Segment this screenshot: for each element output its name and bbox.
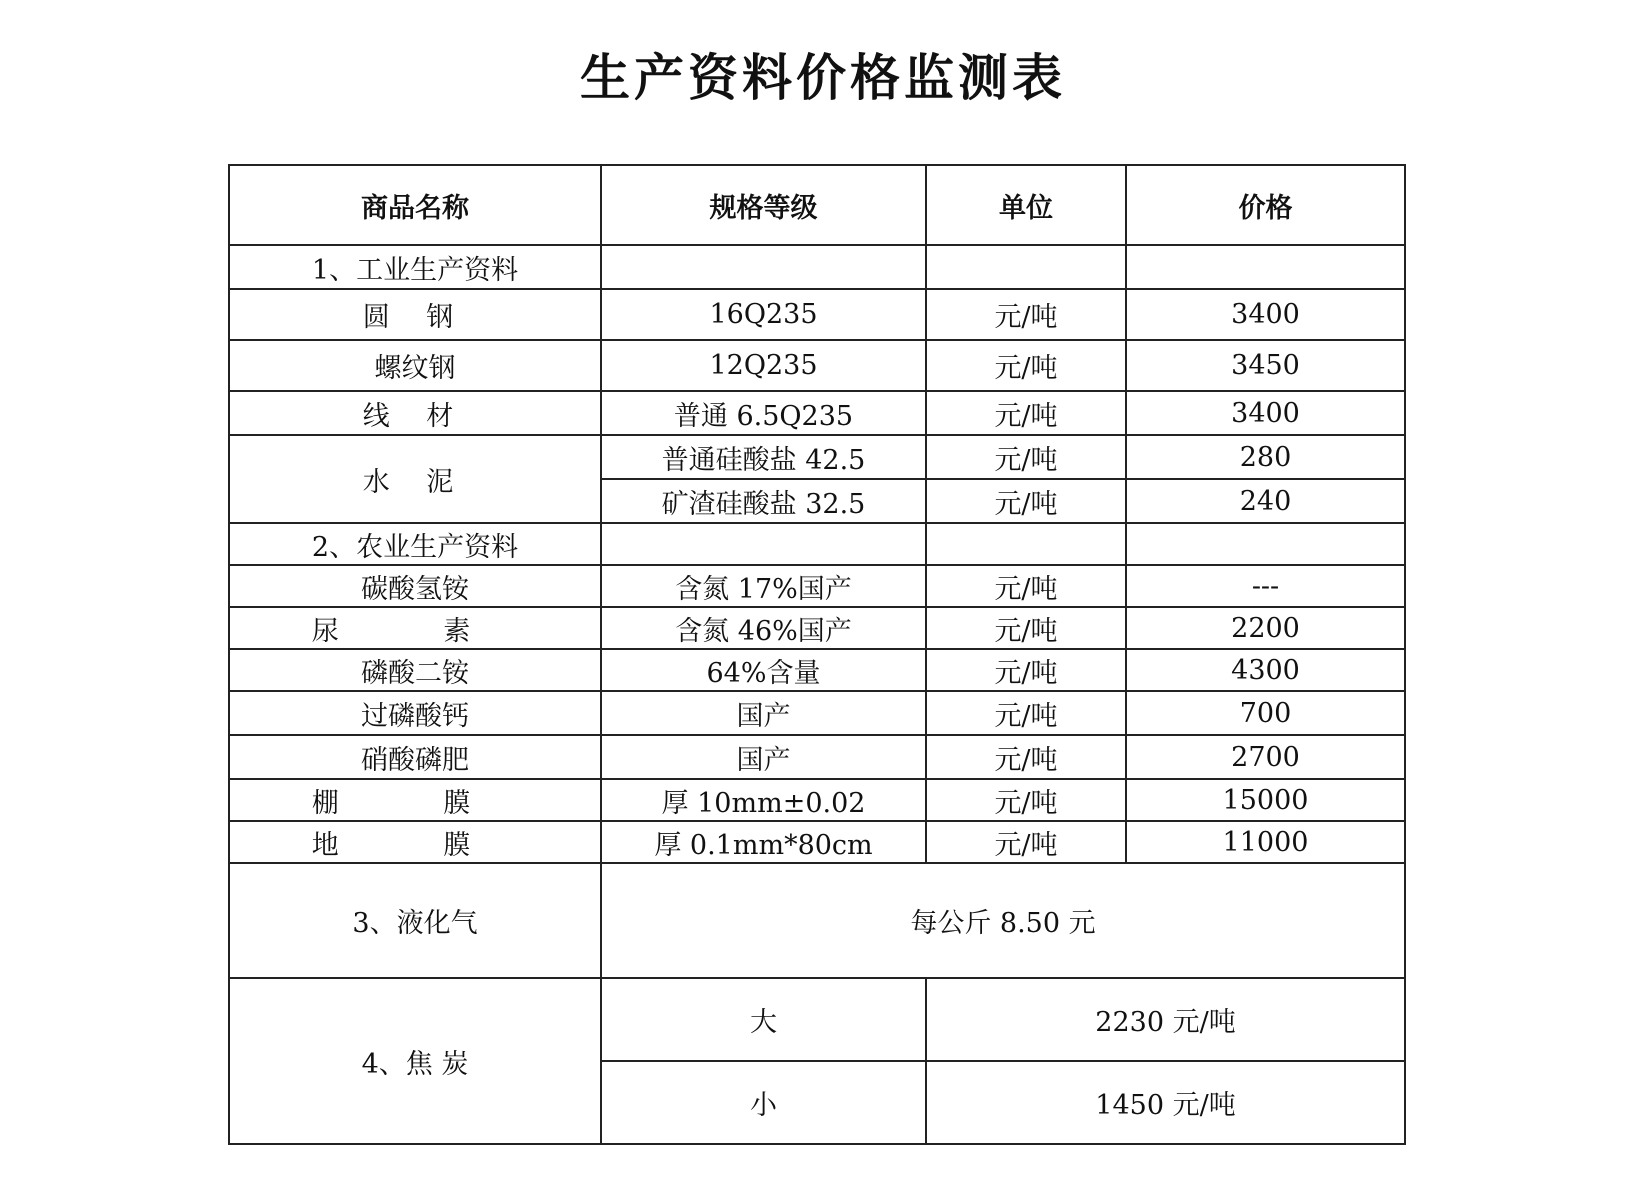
item-price: 280 bbox=[1126, 435, 1405, 479]
item-spec: 矿渣硅酸盐 32.5 bbox=[601, 479, 926, 523]
item-unit: 元/吨 bbox=[926, 479, 1126, 523]
item-spec: 含氮 17%国产 bbox=[601, 565, 926, 607]
table-row bbox=[229, 565, 1405, 607]
table-row bbox=[229, 340, 1405, 391]
item-name: 地 膜 bbox=[229, 821, 601, 863]
lpg-row bbox=[229, 863, 1405, 978]
item-unit: 元/吨 bbox=[926, 565, 1126, 607]
item-spec: 12Q235 bbox=[601, 340, 926, 391]
empty-cell bbox=[926, 245, 1126, 289]
item-price: 3400 bbox=[1126, 289, 1405, 340]
table-row bbox=[229, 735, 1405, 779]
coke-price: 2230 元/吨 bbox=[926, 978, 1405, 1061]
item-spec: 厚 0.1mm*80cm bbox=[601, 821, 926, 863]
item-price: 15000 bbox=[1126, 779, 1405, 821]
item-unit: 元/吨 bbox=[926, 735, 1126, 779]
item-unit: 元/吨 bbox=[926, 391, 1126, 435]
item-spec: 国产 bbox=[601, 691, 926, 735]
page-title: 生产资料价格监测表 bbox=[580, 49, 1066, 107]
section-row bbox=[229, 245, 1405, 289]
item-price: 2200 bbox=[1126, 607, 1405, 649]
table-row bbox=[229, 821, 1405, 863]
item-unit: 元/吨 bbox=[926, 779, 1126, 821]
item-spec: 普通硅酸盐 42.5 bbox=[601, 435, 926, 479]
item-spec: 含氮 46%国产 bbox=[601, 607, 926, 649]
item-price: 240 bbox=[1126, 479, 1405, 523]
lpg-price: 每公斤 8.50 元 bbox=[601, 863, 1405, 978]
table-row bbox=[229, 391, 1405, 435]
item-name-cement: 水 泥 bbox=[229, 435, 601, 523]
item-price: 700 bbox=[1126, 691, 1405, 735]
section-industrial: 1、工业生产资料 bbox=[229, 245, 601, 289]
item-unit: 元/吨 bbox=[926, 289, 1126, 340]
item-name: 磷酸二铵 bbox=[229, 649, 601, 691]
item-name: 螺纹钢 bbox=[229, 340, 601, 391]
item-price: 3450 bbox=[1126, 340, 1405, 391]
table-row bbox=[229, 289, 1405, 340]
header-price: 价格 bbox=[1126, 165, 1405, 245]
table-row bbox=[229, 435, 1405, 479]
empty-cell bbox=[601, 245, 926, 289]
item-spec: 厚 10mm±0.02 bbox=[601, 779, 926, 821]
item-price: 2700 bbox=[1126, 735, 1405, 779]
item-price: 11000 bbox=[1126, 821, 1405, 863]
item-unit: 元/吨 bbox=[926, 607, 1126, 649]
item-spec: 国产 bbox=[601, 735, 926, 779]
item-price: 3400 bbox=[1126, 391, 1405, 435]
coke-name: 4、焦 炭 bbox=[229, 978, 601, 1144]
item-spec: 16Q235 bbox=[601, 289, 926, 340]
coke-size: 小 bbox=[601, 1061, 926, 1144]
header-unit: 单位 bbox=[926, 165, 1126, 245]
coke-row bbox=[229, 978, 1405, 1061]
table-row bbox=[229, 691, 1405, 735]
item-name: 棚 膜 bbox=[229, 779, 601, 821]
empty-cell bbox=[926, 523, 1126, 565]
item-price: 4300 bbox=[1126, 649, 1405, 691]
coke-size: 大 bbox=[601, 978, 926, 1061]
item-name: 圆 钢 bbox=[229, 289, 601, 340]
item-name: 尿 素 bbox=[229, 607, 601, 649]
table-row bbox=[229, 649, 1405, 691]
section-agricultural: 2、农业生产资料 bbox=[229, 523, 601, 565]
item-name: 过磷酸钙 bbox=[229, 691, 601, 735]
price-table bbox=[228, 164, 1406, 1145]
table-row bbox=[229, 607, 1405, 649]
item-unit: 元/吨 bbox=[926, 691, 1126, 735]
empty-cell bbox=[1126, 523, 1405, 565]
header-spec: 规格等级 bbox=[601, 165, 926, 245]
item-name: 线 材 bbox=[229, 391, 601, 435]
section-row bbox=[229, 523, 1405, 565]
header-name: 商品名称 bbox=[229, 165, 601, 245]
empty-cell bbox=[601, 523, 926, 565]
table-row bbox=[229, 779, 1405, 821]
item-price: --- bbox=[1126, 565, 1405, 607]
item-name: 碳酸氢铵 bbox=[229, 565, 601, 607]
item-unit: 元/吨 bbox=[926, 340, 1126, 391]
item-unit: 元/吨 bbox=[926, 435, 1126, 479]
lpg-name: 3、液化气 bbox=[229, 863, 601, 978]
item-name: 硝酸磷肥 bbox=[229, 735, 601, 779]
item-spec: 64%含量 bbox=[601, 649, 926, 691]
item-spec: 普通 6.5Q235 bbox=[601, 391, 926, 435]
header-row bbox=[229, 165, 1405, 245]
empty-cell bbox=[1126, 245, 1405, 289]
coke-price: 1450 元/吨 bbox=[926, 1061, 1405, 1144]
item-unit: 元/吨 bbox=[926, 821, 1126, 863]
item-unit: 元/吨 bbox=[926, 649, 1126, 691]
